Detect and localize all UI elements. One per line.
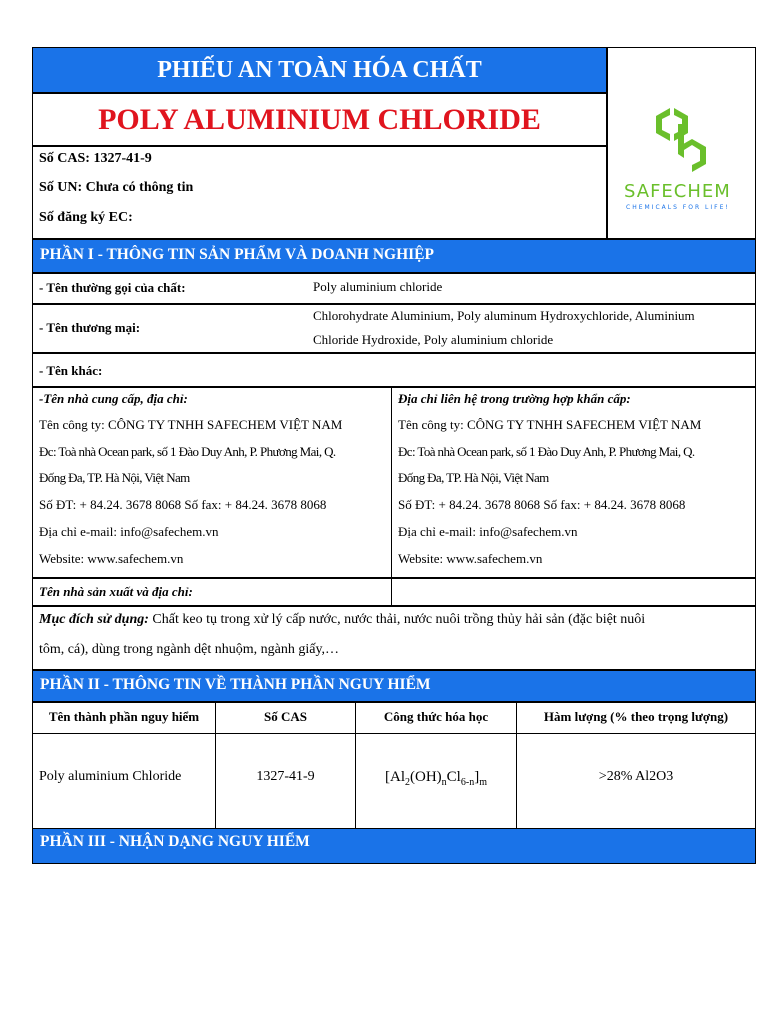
purpose-line-1 <box>39 612 645 628</box>
supplier-block <box>32 387 392 578</box>
emergency-website: Website: www.safechem.vn <box>398 551 543 566</box>
common-name-row <box>32 273 756 304</box>
manufacturer-label: Tên nhà sản xuất và địa chỉ: <box>39 584 193 599</box>
emergency-address-1: Đc: Toà nhà Ocean park, số 1 Đào Duy Anh, P. Phương Mai, Q. <box>398 444 695 459</box>
supplier-address-2: Đống Đa, TP. Hà Nội, Việt Nam <box>39 470 190 485</box>
purpose-label: Mục đích sử dụng: <box>39 612 149 627</box>
col-header-formula: Công thức hóa học <box>355 702 517 734</box>
formula-subscript: 6-n <box>460 777 475 788</box>
section-3-title: PHẦN III - NHẬN DẠNG NGUY HIỂM <box>32 828 756 864</box>
col-header-content: Hàm lượng (% theo trọng lượng) <box>516 702 756 734</box>
purpose-row <box>32 606 756 670</box>
other-name-row <box>32 353 756 387</box>
formula-part: ] <box>474 769 480 785</box>
logo-name: SAFECHEM <box>624 181 731 202</box>
company-logo <box>607 47 756 239</box>
trade-name-label: - Tên thương mại: <box>39 320 141 335</box>
cas-number: Số CAS: 1327-41-9 <box>39 151 152 166</box>
cell-formula <box>355 733 517 829</box>
formula-part: Cl <box>446 769 461 785</box>
cell-component-name: Poly aluminium Chloride <box>32 733 216 829</box>
emergency-heading: Địa chỉ liên hệ trong trường hợp khẩn cấp: <box>398 391 631 406</box>
manufacturer-value-cell <box>391 578 756 606</box>
trade-name-line-2: Chloride Hydroxide, Poly aluminium chloride <box>313 332 554 347</box>
document-title: PHIẾU AN TOÀN HÓA CHẤT <box>32 47 607 93</box>
supplier-company: Tên công ty: CÔNG TY TNHH SAFECHEM VIỆT NAM <box>39 417 343 432</box>
cell-cas-number: 1327-41-9 <box>215 733 356 829</box>
common-name-label: - Tên thường gọi của chất: <box>39 280 186 295</box>
section-2-title: PHẦN II - THÔNG TIN VỀ THÀNH PHẦN NGUY HIỂM <box>32 670 756 702</box>
other-name-label: - Tên khác: <box>39 363 103 378</box>
supplier-email: Địa chỉ e-mail: info@safechem.vn <box>39 524 219 539</box>
product-title: POLY ALUMINIUM CHLORIDE <box>32 93 607 146</box>
emergency-email: Địa chỉ e-mail: info@safechem.vn <box>398 524 578 539</box>
col-header-cas: Số CAS <box>215 702 356 734</box>
logo-tagline: CHEMICALS FOR LIFE! <box>626 204 730 211</box>
formula-subscript: n <box>441 777 447 788</box>
formula-subscript: 2 <box>405 777 411 788</box>
identifiers-block <box>32 146 607 239</box>
purpose-line-2: tôm, cá), dùng trong ngành dệt nhuộm, ngành giấy,… <box>39 642 340 657</box>
supplier-address-1: Đc: Toà nhà Ocean park, số 1 Đào Duy Anh, P. Phương Mai, Q. <box>39 444 336 459</box>
logo-wordmark <box>624 181 731 202</box>
emergency-company: Tên công ty: CÔNG TY TNHH SAFECHEM VIỆT NAM <box>398 417 702 432</box>
emergency-block <box>391 387 756 578</box>
trade-name-line-1: Chlorohydrate Aluminium, Poly aluminum Hydroxychloride, Aluminium <box>313 308 695 323</box>
emergency-phone: Số ĐT: + 84.24. 3678 8068 Số fax: + 84.24. 3678 8068 <box>398 497 686 512</box>
ec-number: Số đăng ký EC: <box>39 210 133 225</box>
formula-part: [Al <box>385 769 406 785</box>
supplier-heading: -Tên nhà cung cấp, địa chỉ: <box>39 391 188 406</box>
manufacturer-row <box>32 578 392 606</box>
supplier-phone: Số ĐT: + 84.24. 3678 8068 Số fax: + 84.24. 3678 8068 <box>39 497 327 512</box>
formula-part: (OH) <box>410 769 442 785</box>
formula-subscript: m <box>479 777 487 788</box>
cell-content: >28% Al2O3 <box>516 733 756 829</box>
purpose-text-1: Chất keo tụ trong xử lý cấp nước, nước thải, nước nuôi trồng thủy hải sản (đặc biệt nuôi <box>148 612 646 627</box>
common-name-value: Poly aluminium chloride <box>313 279 443 294</box>
section-1-title: PHẦN I - THÔNG TIN SẢN PHẨM VÀ DOANH NGHIỆP <box>32 239 756 273</box>
col-header-component: Tên thành phần nguy hiểm <box>32 702 216 734</box>
supplier-website: Website: www.safechem.vn <box>39 551 184 566</box>
emergency-address-2: Đống Đa, TP. Hà Nội, Việt Nam <box>398 470 549 485</box>
trade-name-row <box>32 304 756 353</box>
un-number: Số UN: Chưa có thông tin <box>39 180 194 195</box>
